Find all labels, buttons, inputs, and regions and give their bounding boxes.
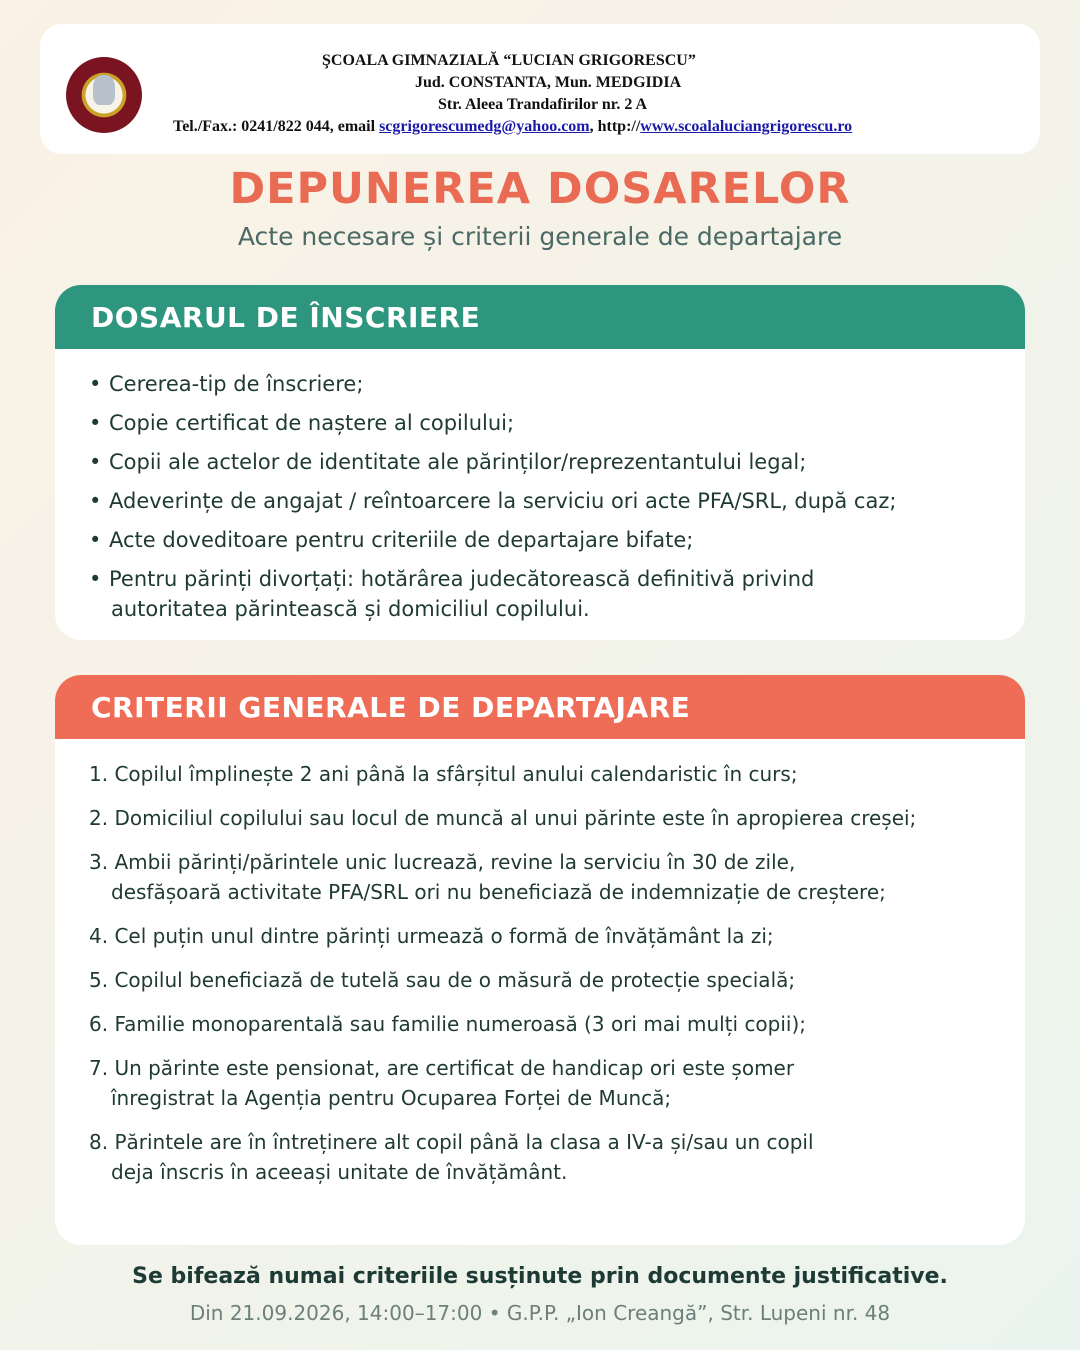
criterion-text: 6. Familie monoparentală sau familie numeroasă (3 ori mai mulți copii); — [89, 1012, 807, 1036]
list-item — [89, 564, 1025, 624]
criterii-card — [55, 675, 1025, 1245]
list-item: • Copii ale actelor de identitate ale părinților/reprezentantului legal; — [89, 447, 1025, 477]
criterion-text: 2. Domiciliul copilului sau locul de muncă al unui părinte este în apropierea creșei; — [89, 806, 917, 830]
list-item — [89, 847, 1025, 907]
list-item: • Copie certificat de naștere al copilului; — [89, 408, 1025, 438]
school-name: ŞCOALA GIMNAZIALĂ “LUCIAN GRIGORESCU” — [322, 52, 696, 69]
list-item — [89, 1009, 1025, 1039]
criterion-text: 1. Copilul împlinește 2 ani până la sfârșitul anului calendaristic în curs; — [89, 762, 798, 786]
dosar-card — [55, 285, 1025, 640]
email-link[interactable]: scgrigorescumedg@yahoo.com — [379, 118, 590, 135]
school-county: Jud. CONSTANTA, Mun. MEDGIDIA — [415, 74, 682, 91]
criterion-text: 5. Copilul beneficiază de tutelă sau de o măsură de protecție specială; — [89, 968, 796, 992]
criterii-list — [55, 739, 1025, 1187]
criterion-text: 8. Părintele are în întreținere alt copil până la clasa a IV-a și/sau un copil — [89, 1130, 814, 1154]
footer-note: Se bifează numai criteriile susținute prin documente justificative. — [132, 1264, 948, 1289]
school-street: Str. Aleea Trandafirilor nr. 2 A — [438, 96, 648, 113]
school-header — [40, 24, 1040, 154]
criterion-text: 4. Cel puțin unul dintre părinți urmează o formă de învățământ la zi; — [89, 924, 774, 948]
list-item: • Adeverințe de angajat / reîntoarcere la serviciu ori acte PFA/SRL, după caz; — [89, 486, 1025, 516]
list-item — [89, 803, 1025, 833]
footer-details: Din 21.09.2026, 14:00–17:00 • G.P.P. „Ion Creangă”, Str. Lupeni nr. 48 — [189, 1301, 891, 1325]
criterion-continuation: deja înscris în aceeași unitate de învățământ. — [111, 1160, 568, 1184]
list-item — [89, 1053, 1025, 1113]
page-subtitle: Acte necesare și criterii generale de departajare — [237, 222, 843, 251]
criterii-heading: CRITERII GENERALE DE DEPARTAJARE — [55, 675, 1025, 739]
criterion-continuation: înregistrat la Agenția pentru Ocuparea Forței de Muncă; — [111, 1086, 672, 1110]
list-item — [89, 965, 1025, 995]
list-item-line: Pentru părinți divorțați: hotărârea judecătorească definitivă privind — [109, 567, 815, 591]
criterion-text: 7. Un părinte este pensionat, are certificat de handicap ori este șomer — [89, 1056, 795, 1080]
list-item — [89, 1127, 1025, 1187]
school-seal-icon — [66, 57, 142, 133]
criterion-text: 3. Ambii părinți/părintele unic lucrează, revine la serviciu în 30 de zile, — [89, 850, 796, 874]
dosar-list — [55, 349, 1025, 624]
list-item-continuation: autoritatea părintească și domiciliul copilului. — [111, 597, 590, 621]
dosar-heading: DOSARUL DE ÎNSCRIERE — [55, 285, 1025, 349]
school-info — [168, 50, 1028, 138]
contact-prefix: Tel./Fax.: 0241/822 044, email — [173, 118, 380, 135]
school-contact — [168, 116, 1028, 138]
contact-mid: , http:// — [589, 118, 641, 135]
list-item: • Acte doveditoare pentru criteriile de departajare bifate; — [89, 525, 1025, 555]
list-item — [89, 921, 1025, 951]
page-title: DEPUNEREA DOSARELOR — [229, 164, 851, 214]
list-item: • Cererea-tip de înscriere; — [89, 369, 1025, 399]
criterion-continuation: desfășoară activitate PFA/SRL ori nu beneficiază de indemnizație de creștere; — [111, 880, 886, 904]
list-item — [89, 759, 1025, 789]
website-link[interactable]: www.scoalaluciangrigorescu.ro — [640, 118, 853, 135]
